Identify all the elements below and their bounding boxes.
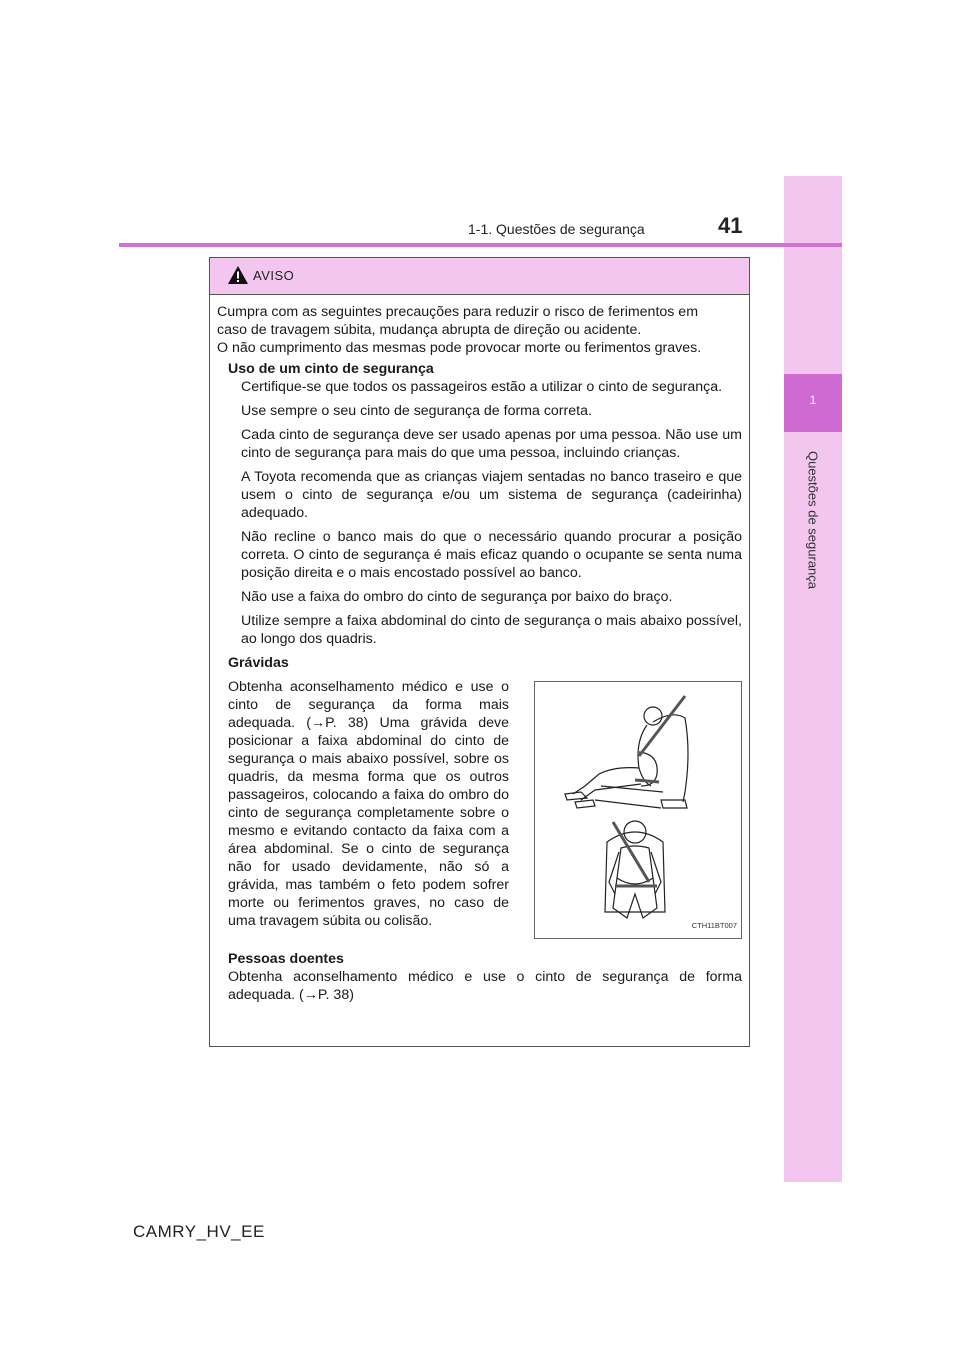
pregnant-heading: Grávidas [228, 655, 289, 671]
warning-triangle-icon [227, 265, 249, 290]
seatbelt-item: Não use a faixa do ombro do cinto de segurança por baixo do braço. [241, 589, 673, 605]
warning-title: AVISO [253, 268, 295, 283]
warning-header [210, 258, 749, 295]
seatbelt-item: Use sempre o seu cinto de segurança de forma correta. [241, 403, 592, 419]
warning-box [209, 257, 750, 1047]
seatbelt-item: Cada cinto de segurança deve ser usado apenas por uma pessoa. Não use um cinto de segurança para mais do que uma pessoa, incluindo crianças. [241, 427, 742, 461]
pregnant-seatbelt-illustration [534, 681, 742, 939]
sick-heading: Pessoas doentes [228, 951, 344, 967]
pregnant-section [217, 678, 742, 950]
seatbelt-items [217, 378, 742, 648]
chapter-side-tab [784, 176, 842, 1182]
model-code: CAMRY_HV_EE [133, 1222, 265, 1241]
header-rule [119, 243, 842, 247]
warning-intro [217, 303, 742, 357]
figure-code: CTH11BT007 [691, 921, 737, 930]
chapter-number-tab[interactable]: 1 [784, 374, 842, 432]
seatbelt-item: Utilize sempre a faixa abdominal do cinto de segurança o mais abaixo possível, ao longo dos quadris. [241, 613, 742, 647]
page-number: 41 [718, 213, 743, 238]
seatbelt-item: Certifique-se que todos os passageiros estão a utilizar o cinto de segurança. [241, 379, 723, 395]
seatbelt-item: Não recline o banco mais do que o necessário quando procurar a posição correta. O cinto de segurança é mais eficaz quando o ocupante se senta numa posição direita e o mais encostado possível ao banco. [241, 529, 742, 581]
warning-body [210, 295, 749, 1004]
pregnant-text: Obtenha aconselhamento médico e use o cinto de segurança da forma mais adequada. (→P. 38) Uma grávida deve posicionar a faixa abdominal do cinto de segurança o mais abaixo possível, sobre os quadris, da mesma forma que os outros passageiros, colocando a faixa do ombro do cinto de segurança completamente sobre o mesmo e evitando contacto da faixa com a área abdominal. Se o cinto de segurança não for usado devidamente, não só a grávida, mas também o feto podem sofrer morte ou ferimentos graves, no caso de uma travagem súbita ou colisão. [228, 679, 509, 929]
seatbelt-item: A Toyota recomenda que as crianças viajem sentadas no banco traseiro e que usem o cinto de segurança e/ou um sistema de segurança (cadeirinha) adequado. [241, 469, 742, 521]
section-title: 1-1. Questões de segurança [468, 221, 645, 237]
sick-text: Obtenha aconselhamento médico e use o cinto de segurança de forma adequada. (→P. 38) [228, 969, 742, 1003]
intro-line: O não cumprimento das mesmas pode provocar morte ou ferimentos graves. [217, 340, 702, 356]
chapter-label: Questões de segurança [805, 450, 821, 590]
intro-line: caso de travagem súbita, mudança abrupta de direção ou acidente. [217, 322, 642, 338]
seatbelt-heading: Uso de um cinto de segurança [228, 361, 434, 377]
intro-line: Cumpra com as seguintes precauções para reduzir o risco de ferimentos em [217, 304, 699, 320]
